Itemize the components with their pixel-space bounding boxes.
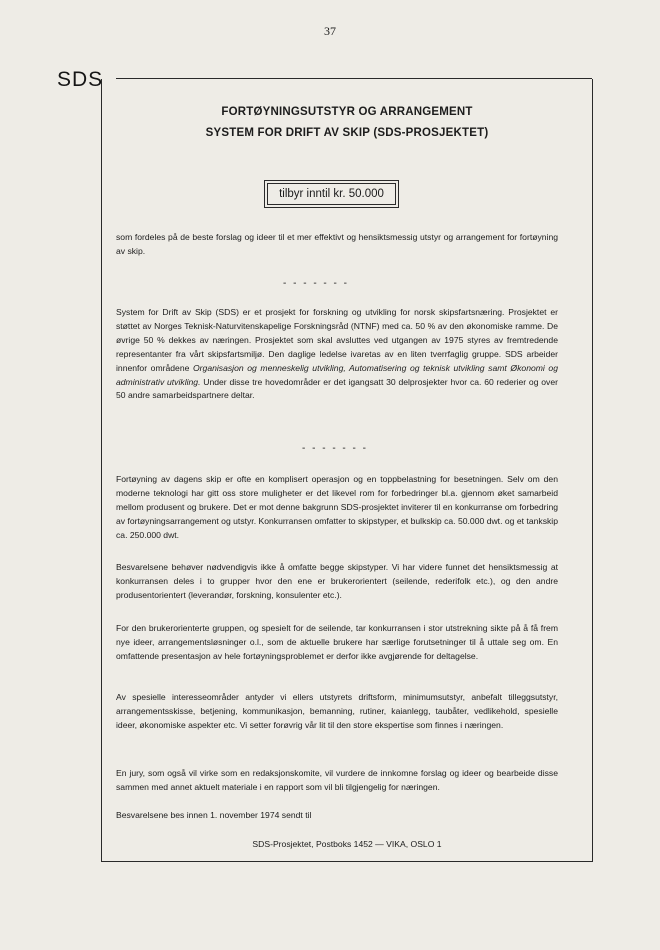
- intro-paragraph: som fordeles på de beste forslag og ideer til et mer effektivt og hensiktsmessig utstyr og arrangement for fortøyning av skip.: [116, 232, 558, 256]
- sds-logo: SDS: [57, 68, 104, 91]
- paragraph-jury: En jury, som også vil virke som en redaksjonskomite, vil vurdere de innkomne forslag og ideer og bearbeide disse sammen med annet aktuelt materiale i en rapport som vil bli tilgjengelig for næringen.: [116, 768, 558, 792]
- about-sds-areas: Organisasjon og menneskelig utvikling, Automatisering og teknisk utvikling samt Økonomi og administrativ utvikling.: [116, 362, 558, 387]
- paragraph-groups: Besvarelsene behøver nødvendigvis ikke å omfatte begge skipstyper. Vi har videre funnet det hensiktsmessig at konkurransen deles i to grupper hvor den ene er brukerorientert (seilende, rederifolk etc.), og den andre produsentorientert (leverandør, forskning, konsulenter etc.).: [116, 562, 558, 600]
- page-number: 37: [324, 24, 336, 38]
- paragraph-interest-areas: Av spesielle interesseområder antyder vi ellers utstyrets driftsform, minimumsutstyr, anbefalt tilleggsutstyr, arrangementsskisse, betjening, kommunikasjon, bemanning, rutiner, kaianlegg, taubåter, vedlikehold, spesielle ideer, økonomiske aspekter etc. Vi setter forøvrig vår lit til den store ekspertise som finnes i næringen.: [116, 692, 558, 730]
- separator-1: - - - - - - -: [283, 278, 349, 289]
- address-line: SDS-Prosjektet, Postboks 1452 — VIKA, OSLO 1: [252, 839, 442, 849]
- prize-box: [264, 180, 399, 208]
- paragraph-mooring: Fortøyning av dagens skip er ofte en komplisert operasjon og en toppbelastning for besetningen. Selv om den moderne teknologi har gitt oss store muligheter er det likevel rom for forbedringer bl.a. gjennom øket samarbeid mellom produsent og brukere. Det er mot denne bakgrunn SDS-prosjektet inviterer til en konkurranse om forbedring av fortøyningsarrangement og utstyr. Konkurransen omfatter to skipstyper, et bulkskip ca. 50.000 dwt. og et tankskip ca. 250.000 dwt.: [116, 474, 558, 540]
- prize-text: tilbyr inntil kr. 50.000: [267, 183, 396, 205]
- about-sds-tail: Under disse tre hovedområder er det igangsatt 30 delprosjekter hvor ca. 60 rederier og over 50 andre samarbeidspartnere deltar.: [116, 376, 558, 401]
- deadline-line: Besvarelsene bes innen 1. november 1974 sendt til: [116, 810, 312, 820]
- heading-line-2: SYSTEM FOR DRIFT AV SKIP (SDS-PROSJEKTET): [205, 127, 489, 139]
- paragraph-about-sds: [116, 306, 558, 403]
- about-sds-text: System for Drift av Skip (SDS) er et prosjekt for forskning og utvikling for norsk skipsfartsnæring. Prosjektet er støttet av Norges Teknisk-Naturvitenskapelige Forskningsråd (NTNF) med ca. 50 % av den økonomiske ramme. De øvrige 50 % dekkes av næringen. Prosjektet som skal avsluttes ved utgangen av 1975 styres av fremtredende representanter fra vårt skipsfartsmiljø. Den daglige ledelse ivaretas av en liten tverrfaglig gruppe. SDS arbeider innenfor områdene: [116, 307, 558, 373]
- heading-line-1: FORTØYNINGSUTSTYR OG ARRANGEMENT: [221, 106, 473, 118]
- paragraph-user-group: For den brukerorienterte gruppen, og spesielt for de seilende, tar konkurransen i stor utstrekning sikte på å få frem nye ideer, arrangementsløsninger o.l., som de aktuelle brukere har særlige forutsetninger til å uttale seg om. En omfattende presentasjon av hele fortøyningsproblemet er derfor ikke avgjørende for deltagelse.: [116, 623, 558, 661]
- separator-2: - - - - - - -: [302, 443, 368, 454]
